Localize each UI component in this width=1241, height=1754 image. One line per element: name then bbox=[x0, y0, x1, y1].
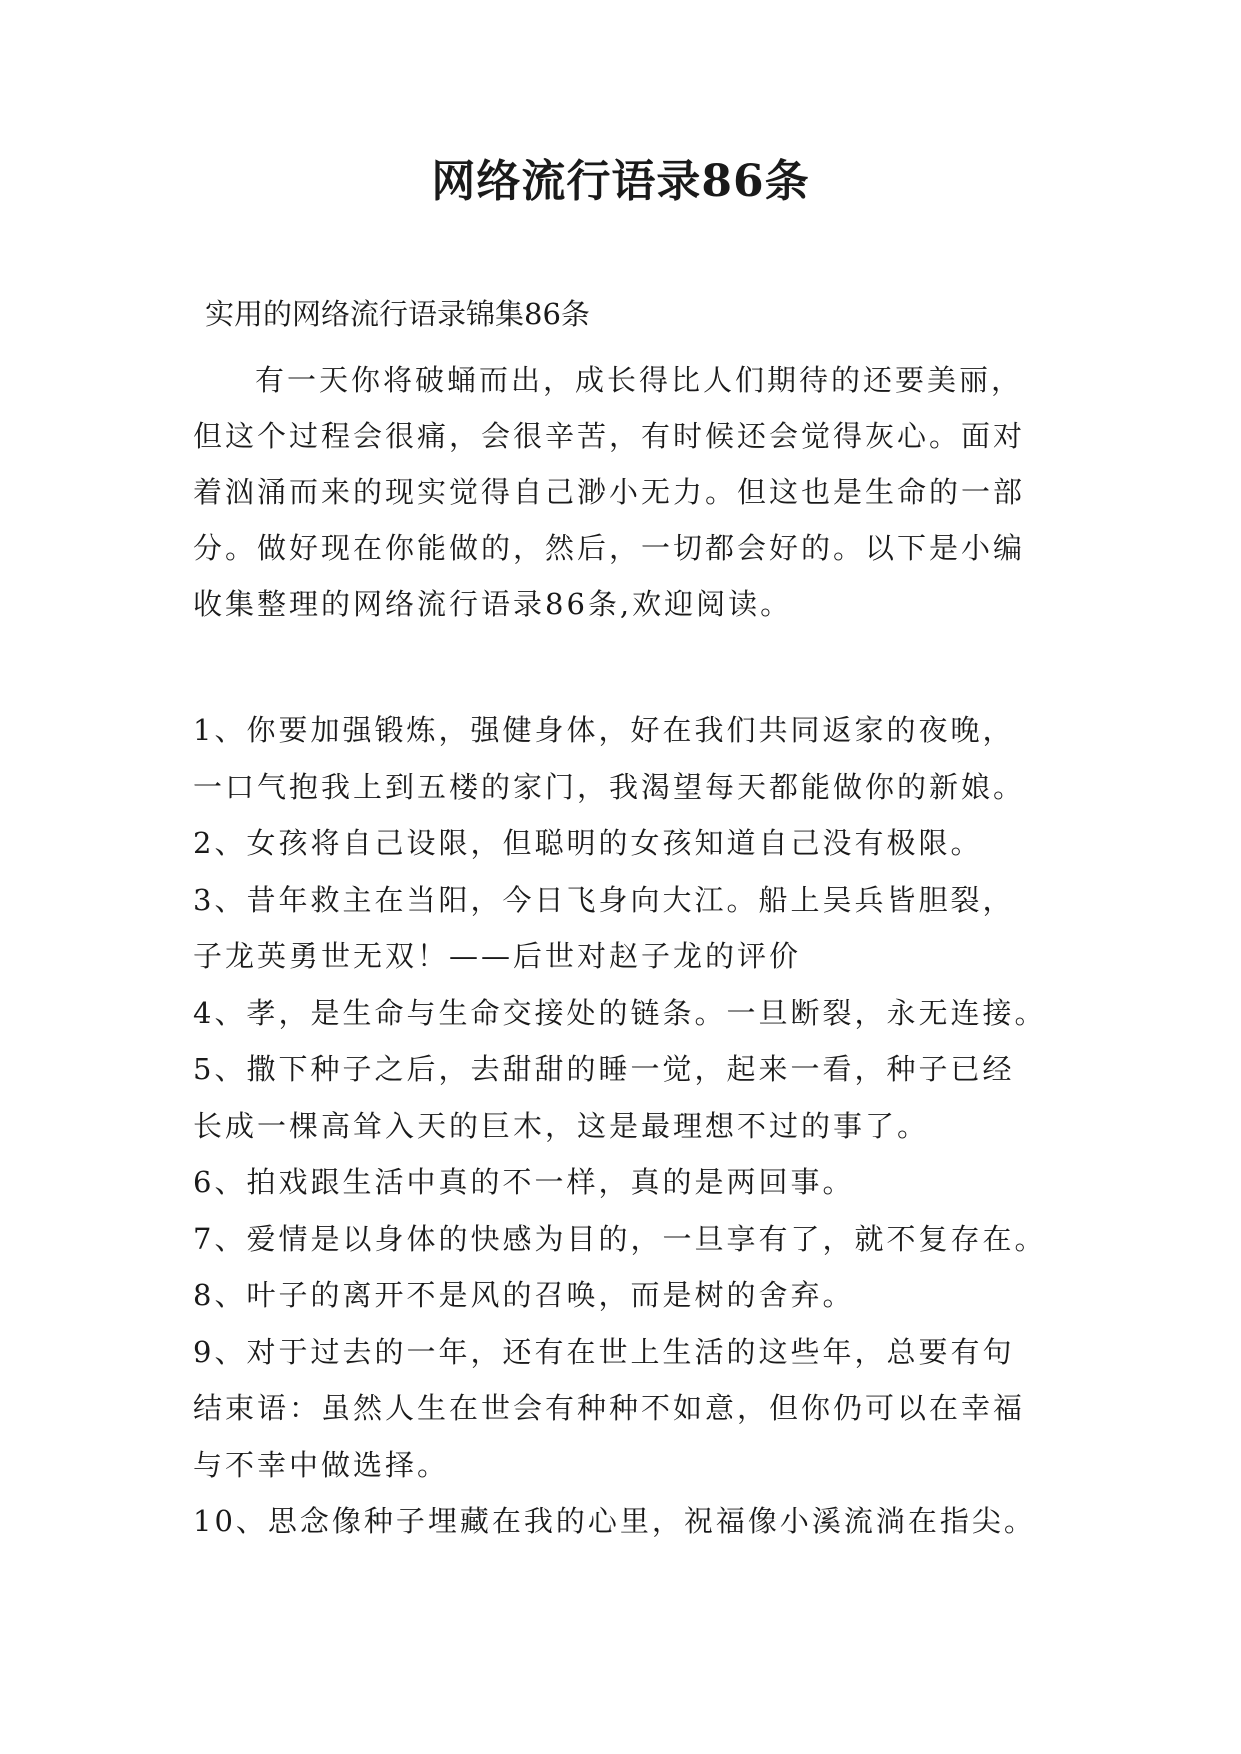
quote-list bbox=[193, 702, 1113, 1550]
intro-line: 收集整理的网络流行语录86条,欢迎阅读。 bbox=[193, 587, 793, 621]
quote-item bbox=[193, 1493, 1113, 1550]
quote-item bbox=[193, 1267, 1113, 1324]
quote-line: 10、思念像种子埋藏在我的心里，祝福像小溪流淌在指尖。 bbox=[193, 1504, 1036, 1538]
quote-item bbox=[193, 1324, 1113, 1494]
quote-item bbox=[193, 1154, 1113, 1211]
quote-line: 9、对于过去的一年，还有在世上生活的这些年，总要有句 bbox=[193, 1334, 1015, 1369]
document-subtitle: 实用的网络流行语录锦集86条 bbox=[205, 297, 590, 331]
intro-line: 但这个过程会很痛，会很辛苦，有时候还会觉得灰心。面对 bbox=[193, 419, 1026, 453]
quote-line: 3、昔年救主在当阳，今日飞身向大江。船上吴兵皆胆裂， bbox=[193, 882, 1015, 917]
intro-line: 着汹涌而来的现实觉得自己渺小无力。但这也是生命的一部 bbox=[193, 475, 1026, 509]
document-title: 网络流行语录86条 bbox=[431, 156, 810, 207]
quote-item bbox=[193, 1211, 1113, 1268]
quote-line: 6、拍戏跟生活中真的不一样，真的是两回事。 bbox=[193, 1165, 855, 1199]
quote-item bbox=[193, 872, 1113, 985]
quote-line: 与不幸中做选择。 bbox=[193, 1447, 450, 1482]
quote-line: 7、爱情是以身体的快感为目的，一旦享有了，就不复存在。 bbox=[193, 1221, 1047, 1256]
quote-line: 结束语：虽然人生在世会有种种不如意，但你仍可以在幸福 bbox=[193, 1391, 1026, 1425]
quote-line: 一口气抱我上到五楼的家门，我渴望每天都能做你的新娘。 bbox=[193, 769, 1026, 804]
intro-line: 分。做好现在你能做的，然后，一切都会好的。以下是小编 bbox=[193, 531, 1026, 565]
quote-item bbox=[193, 702, 1113, 815]
quote-line: 长成一棵高耸入天的巨木，这是最理想不过的事了。 bbox=[193, 1108, 930, 1143]
quote-line: 2、女孩将自己设限，但聪明的女孩知道自己没有极限。 bbox=[193, 826, 983, 860]
intro-paragraph bbox=[193, 352, 1093, 632]
quote-item bbox=[193, 815, 1113, 872]
quote-item bbox=[193, 985, 1113, 1042]
quote-line: 8、叶子的离开不是风的召唤，而是树的舍弃。 bbox=[193, 1278, 855, 1312]
quote-line: 1、你要加强锻炼，强健身体，好在我们共同返家的夜晚， bbox=[193, 713, 1015, 747]
quote-line: 4、孝，是生命与生命交接处的链条。一旦断裂，永无连接。 bbox=[193, 995, 1047, 1030]
intro-line: 有一天你将破蛹而出，成长得比人们期待的还要美丽， bbox=[255, 363, 1024, 397]
quote-line: 子龙英勇世无双！——后世对赵子龙的评价 bbox=[193, 939, 802, 973]
quote-item bbox=[193, 1041, 1113, 1154]
quote-line: 5、撒下种子之后，去甜甜的睡一觉，起来一看，种子已经 bbox=[193, 1052, 1015, 1086]
